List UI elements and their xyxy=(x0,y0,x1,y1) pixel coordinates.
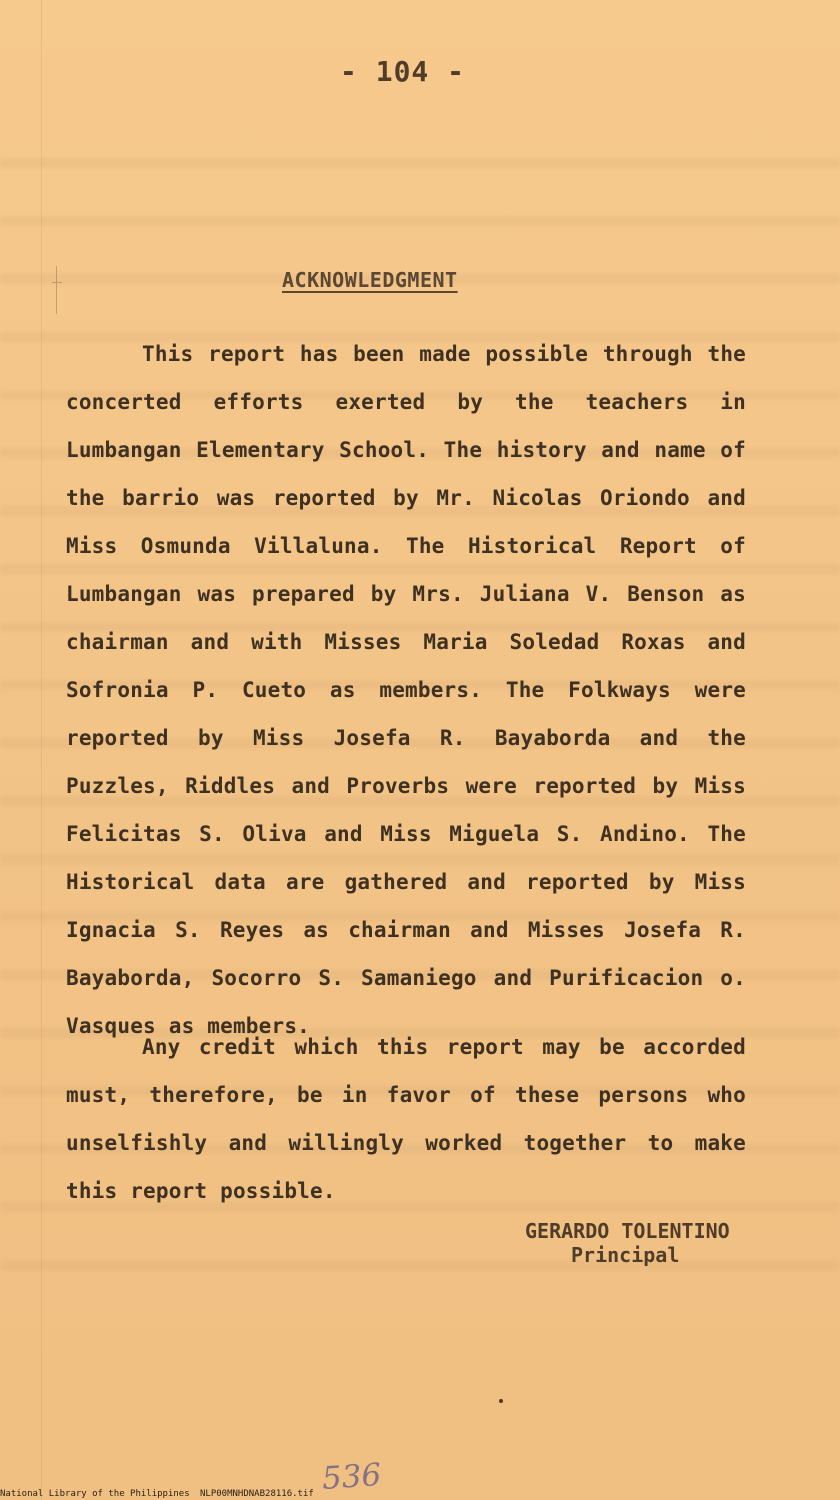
handwritten-page-number: 536 xyxy=(320,1456,383,1498)
scan-footer xyxy=(0,1488,840,1500)
library-name: National Library of the Philippines xyxy=(0,1489,190,1499)
signature-name: GERARDO TOLENTINO xyxy=(525,1219,730,1243)
scan-filename: NLP00MNHDNAB28116.tif xyxy=(200,1489,314,1499)
margin-mark-icon xyxy=(52,266,62,324)
margin-line xyxy=(41,0,42,1500)
page-number: - 104 - xyxy=(340,55,466,88)
signature-block xyxy=(525,1220,730,1266)
acknowledgment-paragraph-1: This report has been made possible through the concerted efforts exerted by the teachers in Lumbangan Elementary School. The history and name of the barrio was reported by Mr. Nicolas Oriondo and Miss Osmunda Villaluna. The Historical Report of Lumbangan was prepared by Mrs. Juliana V. Benson as chairman and with Misses Maria Soledad Roxas and Sofronia P. Cueto as members. The Folkways were reported by Miss Josefa R. Bayaborda and the Puzzles, Riddles and Proverbs were reported by Miss Felicitas S. Oliva and Miss Miguela S. Andino. The Historical data are gathered and reported by Miss Ignacia S. Reyes as chairman and Misses Josefa R. Bayaborda, Socorro S. Samaniego and Purificacion o. Vasques as members. xyxy=(66,342,759,1038)
signature-title: Principal xyxy=(571,1243,680,1267)
ink-dot xyxy=(499,1399,503,1403)
acknowledgment-paragraph-2: Any credit which this report may be accorded must, therefore, be in favor of these persons who unselfishly and willingly worked together to make this report possible. xyxy=(66,1035,759,1203)
section-title: ACKNOWLEDGMENT xyxy=(282,268,458,292)
